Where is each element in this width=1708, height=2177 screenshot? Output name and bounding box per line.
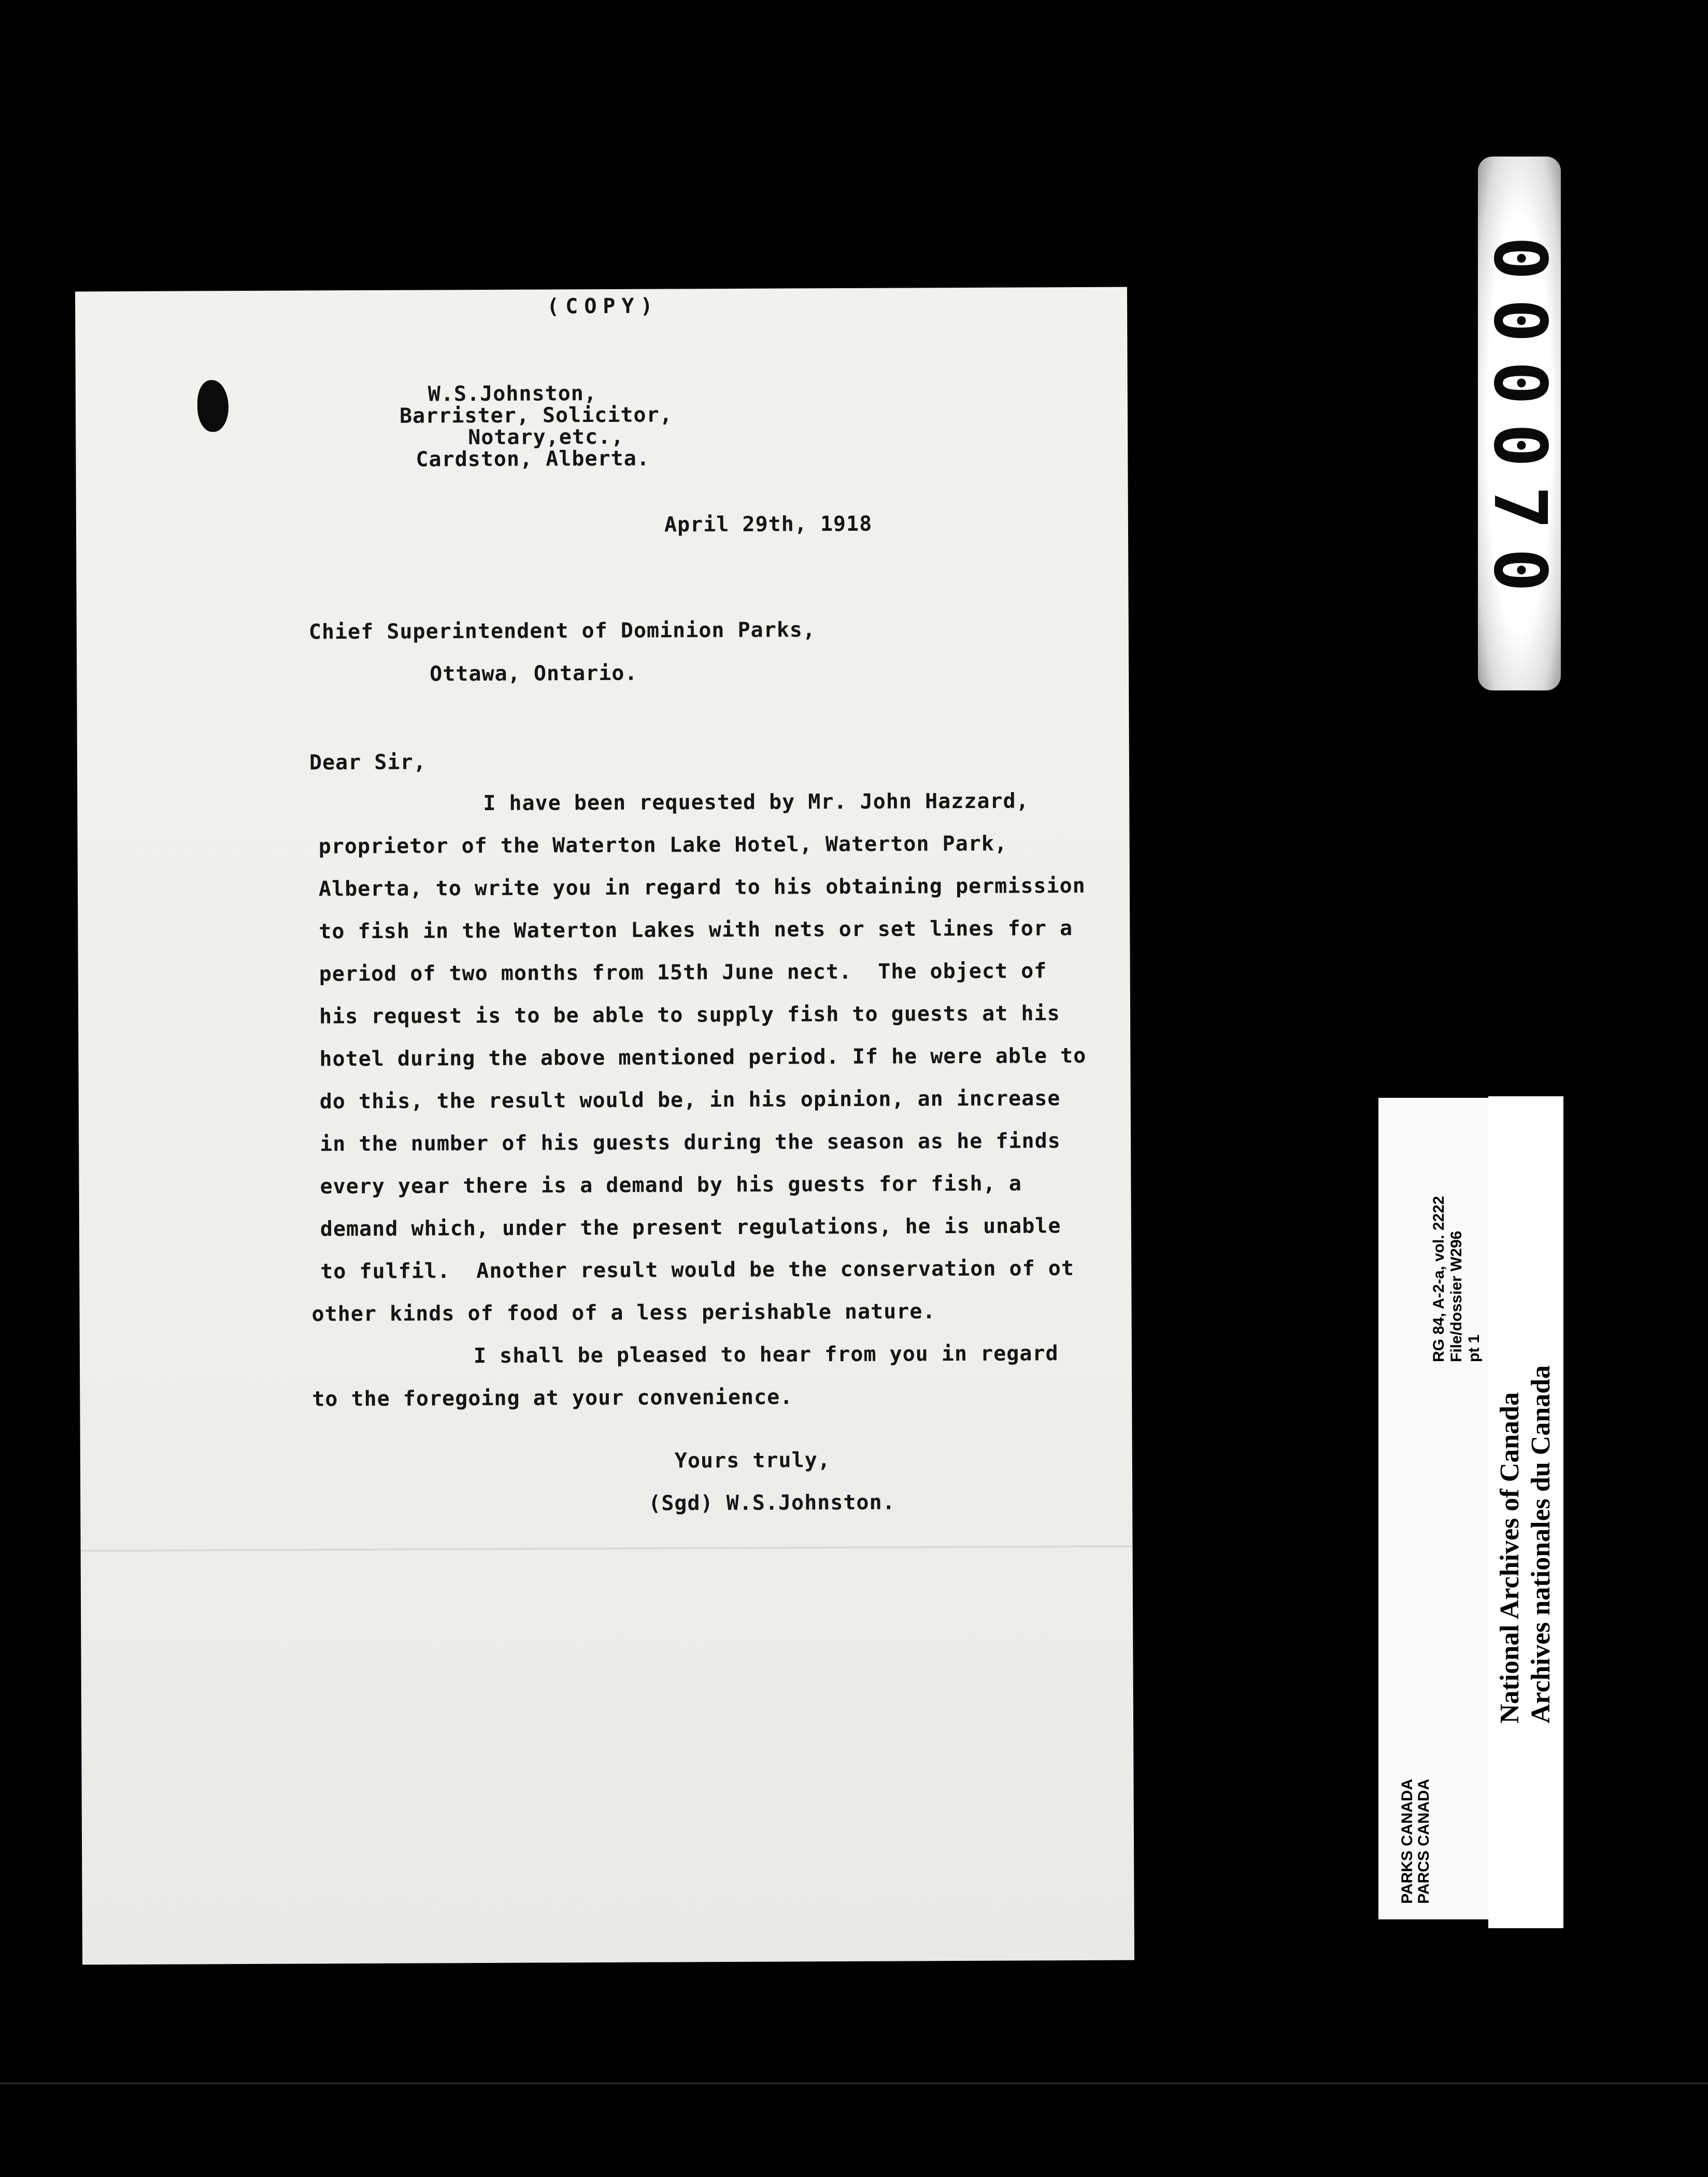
fold-line xyxy=(81,1546,1133,1552)
recipient-location: Ottawa, Ontario. xyxy=(430,661,638,686)
sender-title: Barrister, Solicitor, xyxy=(399,403,673,428)
reference-line: pt 1 xyxy=(1465,1334,1483,1362)
reference-line: File/dossier W296 xyxy=(1448,1231,1465,1362)
parks-fr: PARCS CANADA xyxy=(1415,1778,1432,1904)
signature: (Sgd) W.S.Johnston. xyxy=(648,1490,895,1516)
body-line: period of two months from 15th June nect. The object of xyxy=(319,959,1047,986)
body-line: I shall be pleased to hear from you in regard xyxy=(473,1341,1059,1368)
national-archives-label xyxy=(1488,1096,1563,1928)
body-line: to fish in the Waterton Lakes with nets or set lines for a xyxy=(319,916,1073,944)
parks-canada-label xyxy=(1399,1779,1432,1904)
body-line: proprietor of the Waterton Lake Hotel, Waterton Park, xyxy=(318,831,1008,859)
body-line: to the foregoing at your convenience. xyxy=(312,1385,793,1411)
body-line: his request is to be able to supply fish to guests at his xyxy=(319,1001,1060,1029)
sender-notary: Notary,etc., xyxy=(468,425,624,450)
scan-bottom-rule xyxy=(0,2083,1708,2084)
sender-location: Cardston, Alberta. xyxy=(416,446,650,472)
letter-date: April 29th, 1918 xyxy=(664,512,873,537)
body-line: to fulfil. Another result would be the conservation of ot xyxy=(320,1256,1075,1284)
sender-name: W.S.Johnston, xyxy=(428,381,597,406)
archive-reference xyxy=(1430,1196,1483,1362)
copy-mark: (COPY) xyxy=(547,294,659,319)
body-line: every year there is a demand by his guests for fish, a xyxy=(320,1171,1022,1199)
body-line: do this, the result would be, in his opinion, an increase xyxy=(319,1086,1061,1114)
body-line: in the number of his guests during the season as he finds xyxy=(320,1129,1061,1156)
parks-en: PARKS CANADA xyxy=(1399,1778,1416,1904)
body-line: other kinds of food of a less perishable nature. xyxy=(311,1299,936,1326)
national-archives-text xyxy=(1495,1365,1557,1723)
reference-line: RG 84, A-2-a, vol. 2222 xyxy=(1430,1196,1447,1362)
closing: Yours truly, xyxy=(674,1448,831,1473)
recipient-title: Chief Superintendent of Dominion Parks, xyxy=(308,618,816,644)
nac-en: National Archives of Canada xyxy=(1495,1392,1525,1723)
page-number-stamp xyxy=(1478,157,1561,690)
body-line: I have been requested by Mr. John Hazzard, xyxy=(483,789,1029,816)
page-number: 000070 xyxy=(1477,236,1562,611)
body-line: demand which, under the present regulations, he is unable xyxy=(320,1214,1061,1241)
nac-fr: Archives nationales du Canada xyxy=(1526,1365,1556,1723)
body-line: hotel during the above mentioned period. If he were able to xyxy=(319,1043,1087,1071)
salutation: Dear Sir, xyxy=(309,750,426,775)
body-line: Alberta, to write you in regard to his obtaining permission xyxy=(318,873,1086,901)
ink-blot xyxy=(197,380,229,432)
letter-page xyxy=(75,287,1134,1965)
